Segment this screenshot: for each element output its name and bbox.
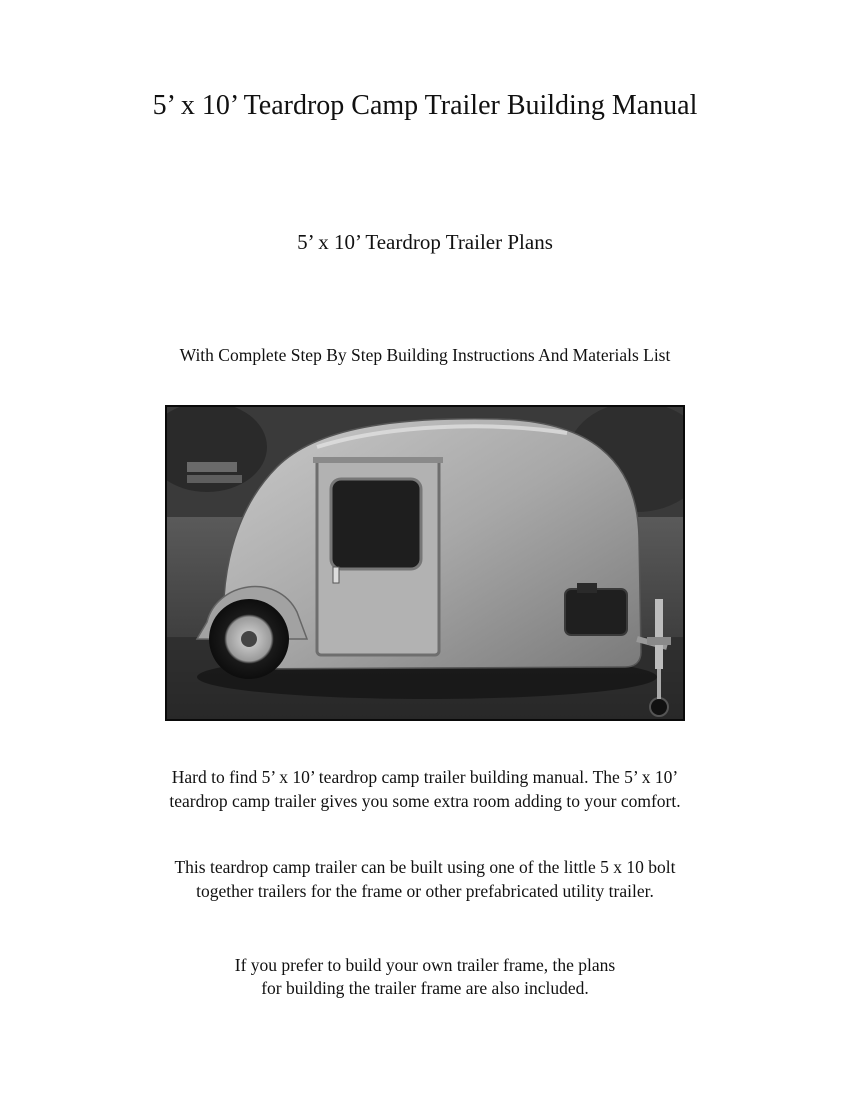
paragraph-1-line-1: Hard to find 5’ x 10’ teardrop camp trailer building manual. The 5’ x 10’: [171, 767, 679, 787]
paragraph-2-line-1: This teardrop camp trailer can be built using one of the little 5 x 10 bolt: [174, 857, 676, 877]
trailer-illustration: [167, 407, 683, 719]
paragraph-2-line-2: together trailers for the frame or other prefabricated utility trailer.: [196, 881, 654, 901]
paragraph-1-line-2: teardrop camp trailer gives you some extra room adding to your comfort.: [169, 791, 681, 811]
page-subtitle: 5’ x 10’ Teardrop Trailer Plans: [297, 230, 553, 254]
page-tagline: With Complete Step By Step Building Instructions And Materials List: [179, 345, 671, 365]
paragraph-3-line-2: for building the trailer frame are also included.: [261, 978, 589, 998]
paragraph-3-line-1: If you prefer to build your own trailer frame, the plans: [234, 955, 616, 975]
teardrop-trailer-photo: [165, 405, 685, 721]
page-title: 5’ x 10’ Teardrop Camp Trailer Building Manual: [152, 90, 698, 121]
